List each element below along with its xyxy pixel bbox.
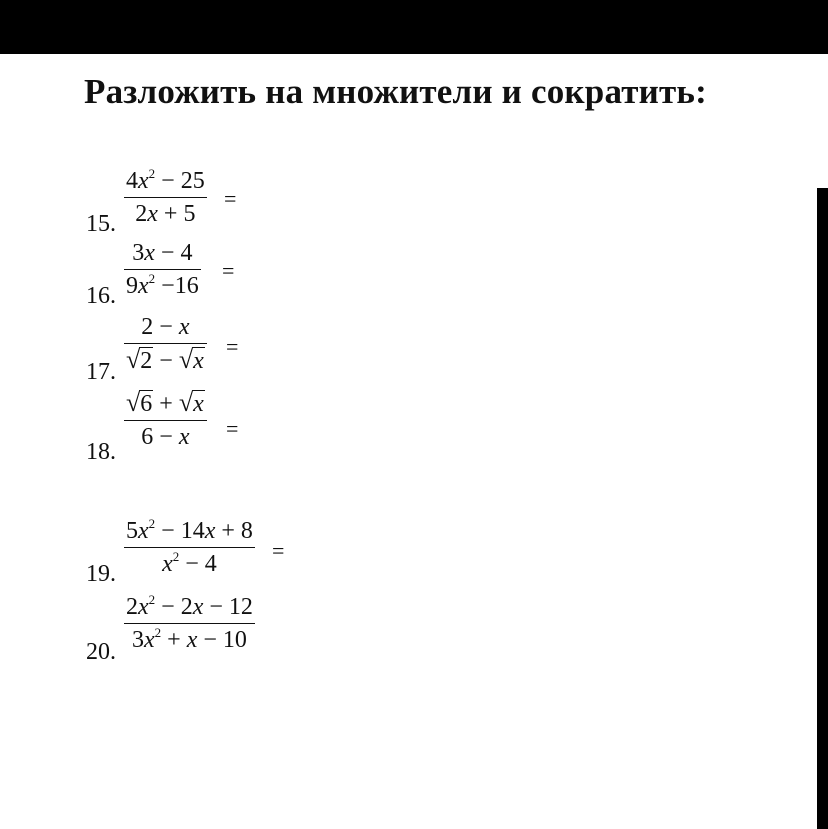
problem-number: 16. <box>86 283 116 309</box>
problem-18 <box>0 386 800 466</box>
top-black-bar <box>0 0 828 54</box>
denominator: $9x^2 -16$ <box>126 271 199 299</box>
equals-sign: = <box>222 258 235 283</box>
problem-number: 17. <box>86 359 116 385</box>
problem-17 <box>0 306 800 386</box>
numerator: $4x^2 - 25$ <box>126 166 205 194</box>
sqrt-2: √2 <box>126 345 153 374</box>
fraction <box>124 390 207 450</box>
problem-20 <box>0 590 800 670</box>
numerator: 3x − 4 <box>132 240 193 266</box>
problem-number: 20. <box>86 639 116 665</box>
fraction <box>124 168 207 227</box>
numerator: $2x^2 - 2x - 12$ <box>126 592 253 620</box>
problem-16 <box>0 232 800 312</box>
equals-sign: = <box>272 538 285 563</box>
sqrt-x: √x <box>178 345 204 374</box>
denominator: 2x + 5 <box>135 201 196 227</box>
right-edge-strip <box>817 188 828 829</box>
numerator: √6 + √x <box>126 388 204 417</box>
equals-sign: = <box>226 334 239 359</box>
fraction <box>124 518 255 577</box>
fraction <box>124 240 201 299</box>
problem-number: 18. <box>86 439 116 465</box>
problem-19 <box>0 512 800 592</box>
problem-number: 15. <box>86 211 116 237</box>
denominator: √2 − √x <box>126 345 204 374</box>
problem-number: 19. <box>86 561 116 587</box>
problem-15 <box>0 160 800 240</box>
fraction <box>124 314 207 374</box>
sqrt-6: √6 <box>126 388 153 417</box>
denominator: $x^2 - 4$ <box>162 549 217 577</box>
page-title: Разложить на множители и сократить: <box>84 72 707 111</box>
numerator: $5x^2 - 14x + 8$ <box>126 516 253 544</box>
equals-sign: = <box>224 186 237 211</box>
sqrt-x: √x <box>178 388 204 417</box>
denominator: $3x^2 + x - 10$ <box>132 625 247 653</box>
fraction <box>124 594 255 653</box>
denominator: 6 − x <box>141 424 190 450</box>
numerator: 2 − x <box>141 314 190 340</box>
equals-sign: = <box>226 416 239 441</box>
